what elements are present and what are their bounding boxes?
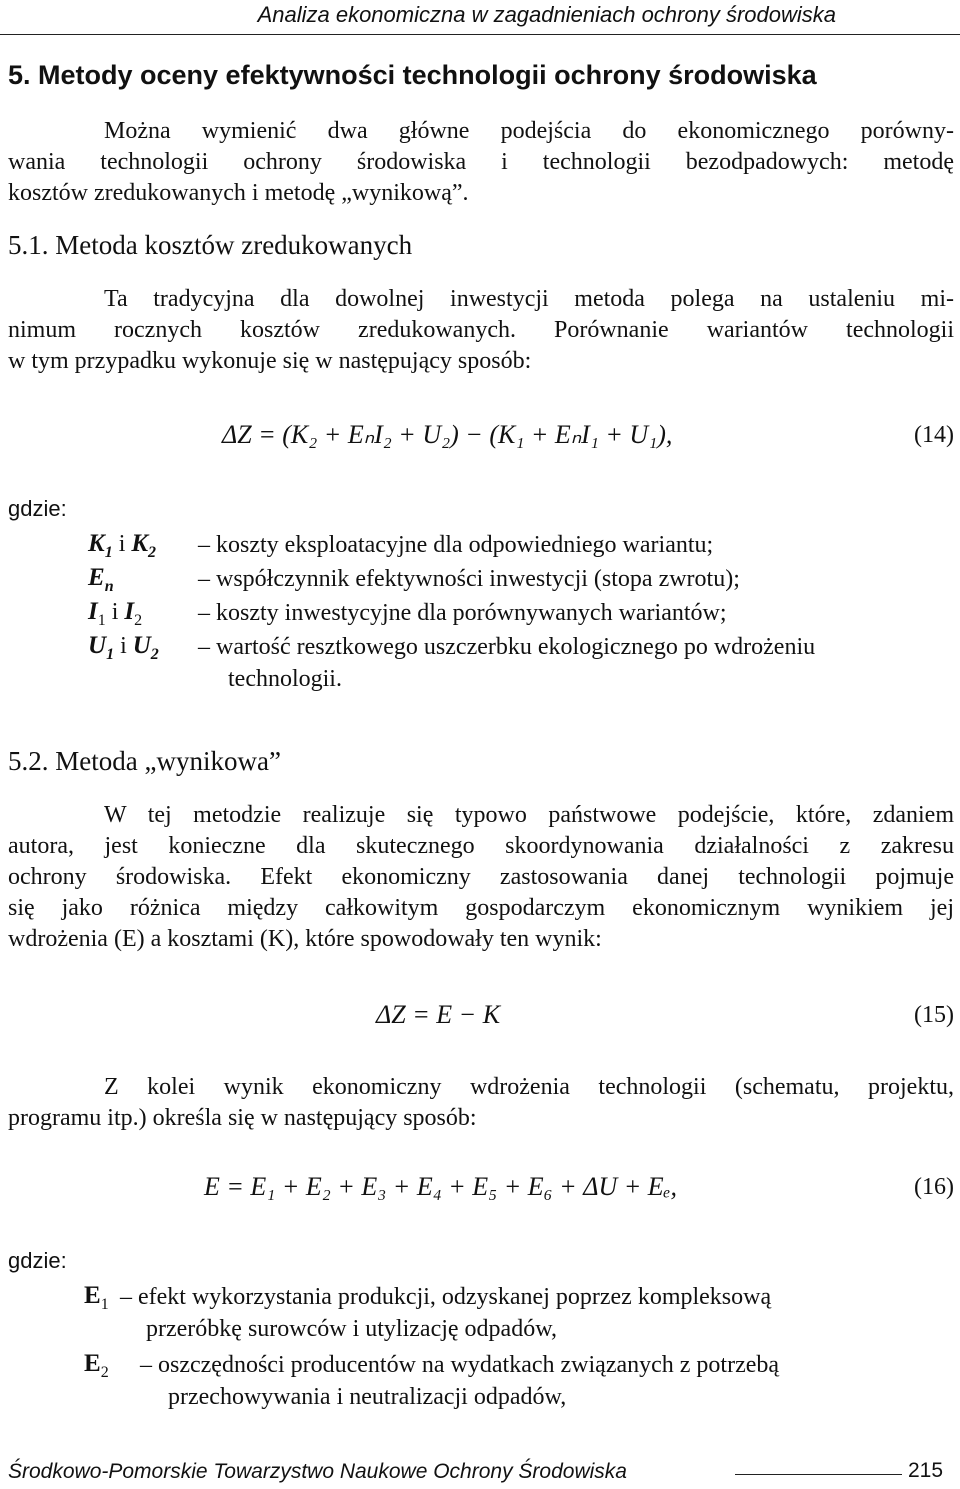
def-desc-u: – wartość resztkowego uszczerbku ekologicznego po wdrożeniu bbox=[198, 634, 816, 660]
text-line: Ta tradycyjna dla dowolnej inwestycji metoda polega na ustaleniu mi- bbox=[104, 286, 954, 312]
where-label-2: gdzie: bbox=[8, 1248, 67, 1273]
running-header: Analiza ekonomiczna w zagadnieniach ochrony środowiska bbox=[257, 2, 836, 27]
formula-14: ΔZ = (K₂ + EₙI₂ + U₂) − (K₁ + EₙI₁ + U₁), bbox=[222, 420, 673, 449]
formula-14-number: (14) bbox=[914, 422, 954, 448]
subsection-title-5-1: 5.1. Metoda kosztów zredukowanych bbox=[8, 230, 413, 260]
def-desc-u-continuation: technologii. bbox=[228, 666, 342, 692]
def-symbol-en: $E_n$ bbox=[88, 564, 114, 595]
def-desc-e2-continuation: przechowywania i neutralizacji odpadów, bbox=[168, 1384, 567, 1410]
header-rule bbox=[0, 34, 960, 35]
text-line: programu itp.) określa się w następujący sposób: bbox=[8, 1105, 477, 1131]
where-label-1: gdzie: bbox=[8, 496, 67, 521]
footer-society: Środkowo-Pomorskie Towarzystwo Naukowe Ochrony Środowiska bbox=[8, 1460, 627, 1483]
footer-rule bbox=[735, 1474, 902, 1475]
text-line: ochrony środowiska. Efekt ekonomiczny zastosowania danej technologii pojmuje bbox=[8, 864, 954, 890]
page-number: 215 bbox=[908, 1459, 944, 1482]
formula-15: ΔZ = E − K bbox=[376, 1000, 501, 1029]
def-symbol-i: $I_1$ i $I_2$ bbox=[88, 598, 143, 629]
formula-16-number: (16) bbox=[914, 1174, 954, 1200]
def-desc-en: – współczynnik efektywności inwestycji (stopa zwrotu); bbox=[198, 566, 740, 592]
def-symbol-k: $K_1$ i $K_2$ bbox=[88, 530, 157, 561]
intro-paragraph bbox=[8, 116, 954, 209]
subsection-5-2-paragraph-2 bbox=[8, 1072, 954, 1134]
text-line: w tym przypadku wykonuje się w następujący sposób: bbox=[8, 348, 532, 374]
def-symbol-e1: $E_1$ bbox=[84, 1282, 109, 1313]
formula-15-number: (15) bbox=[914, 1002, 954, 1028]
def-desc-e1-continuation: przeróbkę surowców i utylizację odpadów, bbox=[146, 1316, 557, 1342]
def-desc-e1: – efekt wykorzystania produkcji, odzyskanej poprzez kompleksową bbox=[120, 1284, 772, 1310]
section-title: 5. Metody oceny efektywności technologii ochrony środowiska bbox=[8, 60, 817, 90]
def-symbol-e2: $E_2$ bbox=[84, 1350, 109, 1381]
def-symbol-u: $U_1$ i $U_2$ bbox=[88, 632, 159, 663]
text-line: Z kolei wynik ekonomiczny wdrożenia technologii (schematu, projektu, bbox=[104, 1074, 954, 1100]
text-line: wania technologii ochrony środowiska i technologii bezodpadowych: metodę bbox=[8, 149, 954, 175]
text-line: kosztów zredukowanych i metodę „wynikową”. bbox=[8, 180, 469, 206]
text-line: W tej metodzie realizuje się typowo państwowe podejście, które, zdaniem bbox=[104, 802, 954, 828]
text-line: się jako różnica między całkowitym gospodarczym ekonomicznym wynikiem jej bbox=[8, 895, 954, 921]
subsection-5-2-paragraph bbox=[8, 800, 954, 955]
text-line: Można wymienić dwa główne podejścia do ekonomicznego porówny- bbox=[104, 118, 954, 144]
text-line: autora, jest konieczne dla skutecznego skoordynowania działalności z zakresu bbox=[8, 833, 954, 859]
text-line: wdrożenia (E) a kosztami (K), które spowodowały ten wynik: bbox=[8, 926, 602, 952]
def-desc-e2: – oszczędności producentów na wydatkach związanych z potrzebą bbox=[140, 1352, 780, 1378]
def-desc-i: – koszty inwestycyjne dla porównywanych wariantów; bbox=[198, 600, 727, 626]
def-desc-k: – koszty eksploatacyjne dla odpowiedniego wariantu; bbox=[198, 532, 714, 558]
formula-16: E = E₁ + E₂ + E₃ + E₄ + E₅ + E₆ + ΔU + Eₑ, bbox=[204, 1172, 678, 1201]
text-line: nimum rocznych kosztów zredukowanych. Porównanie wariantów technologii bbox=[8, 317, 954, 343]
subsection-title-5-2: 5.2. Metoda „wynikowa” bbox=[8, 746, 281, 776]
subsection-5-1-paragraph bbox=[8, 284, 954, 377]
